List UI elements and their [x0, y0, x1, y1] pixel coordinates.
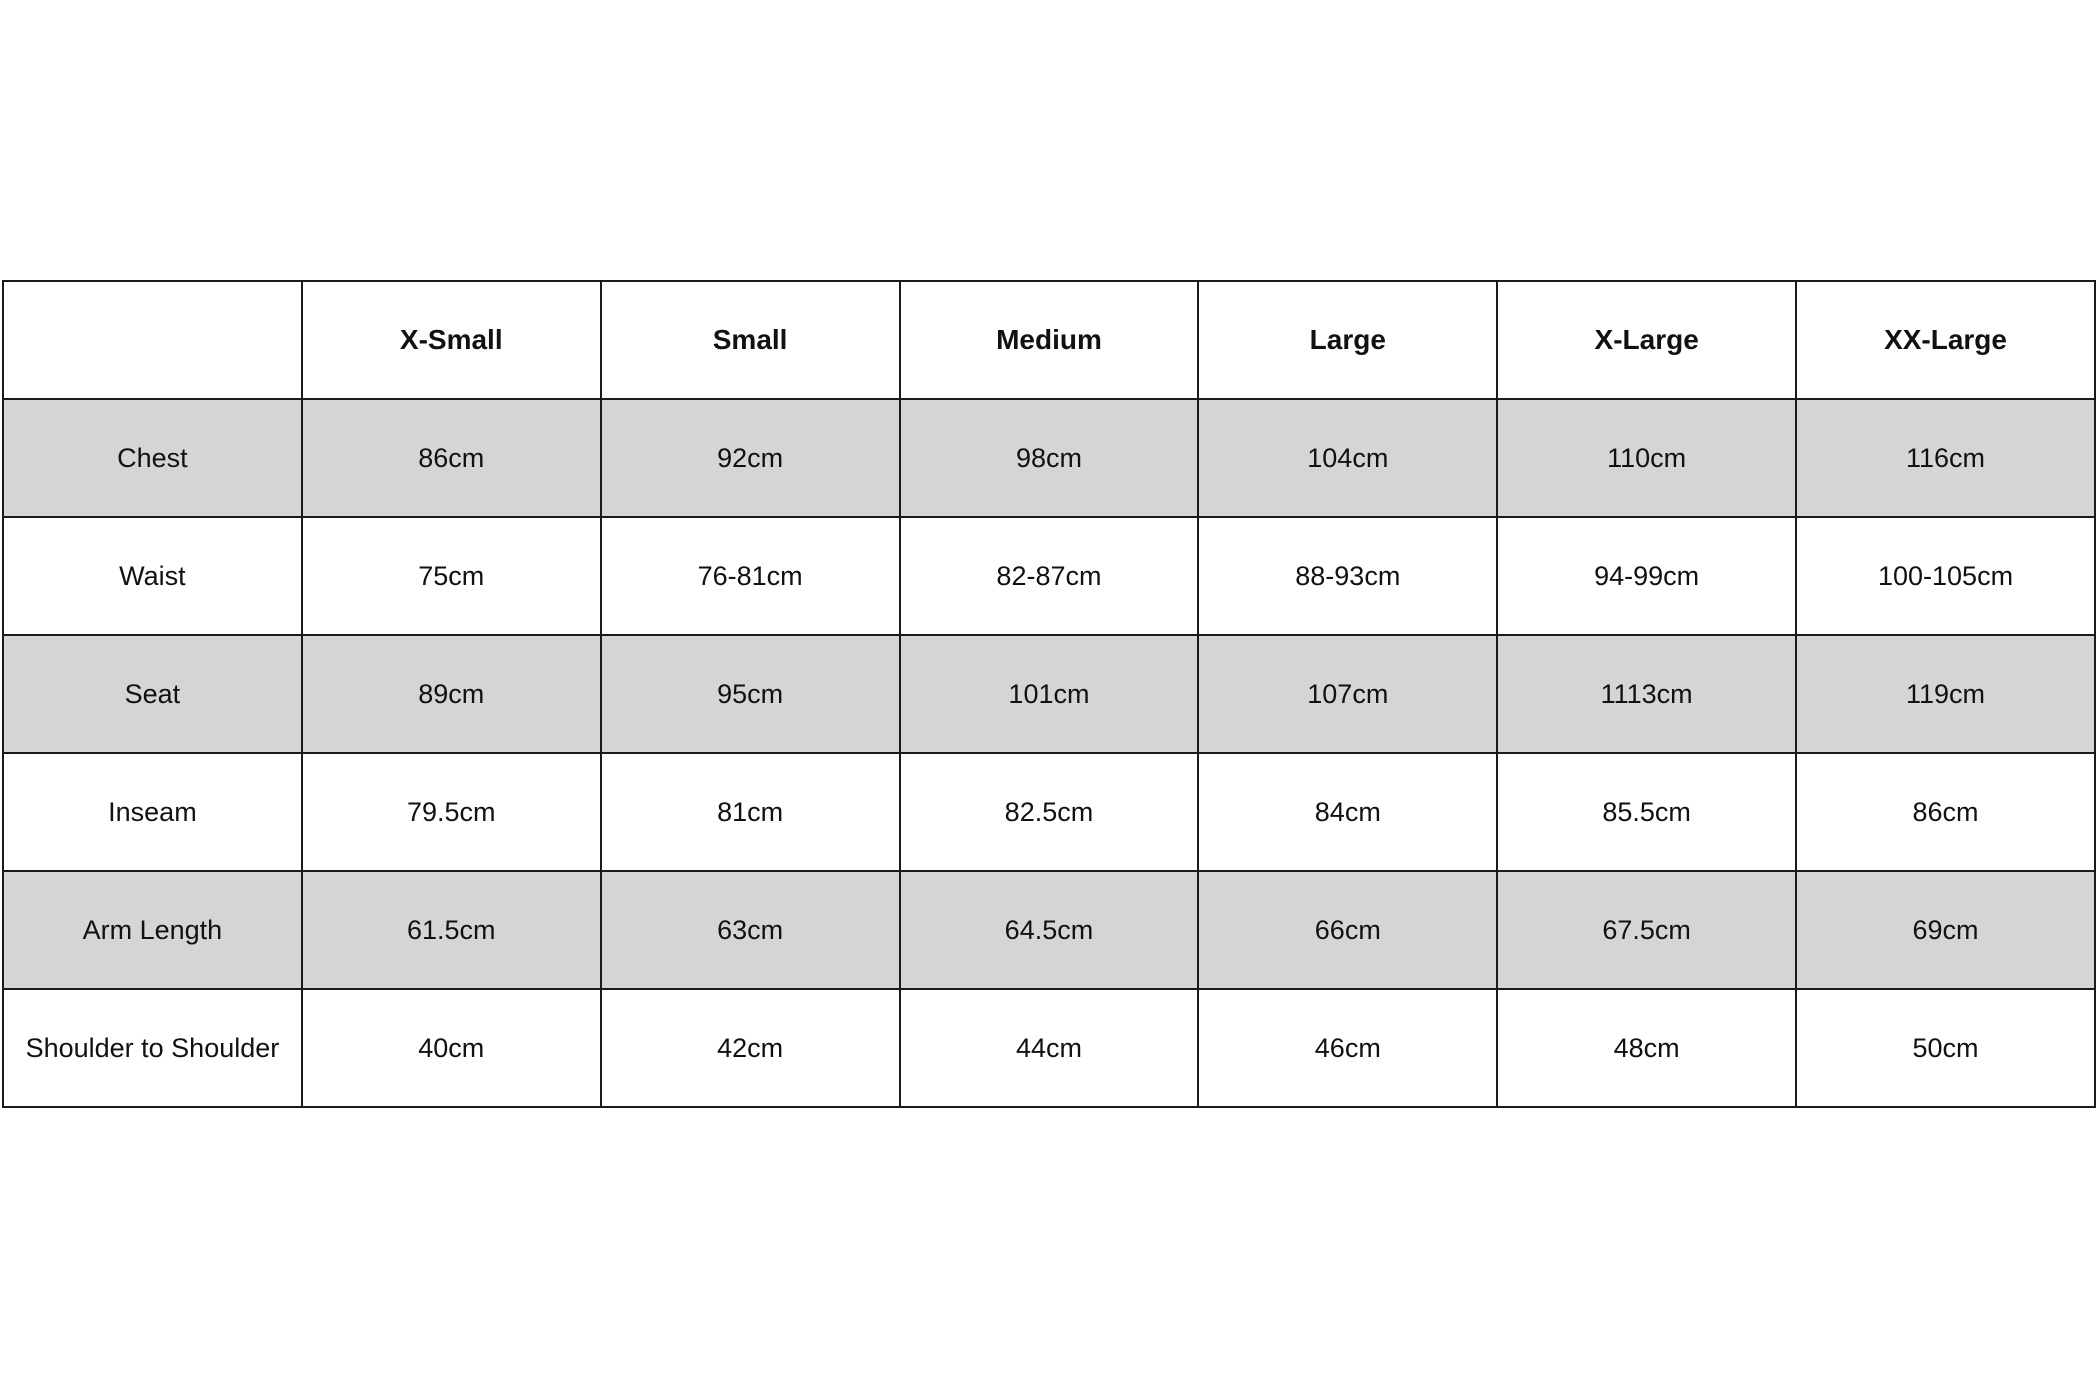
table-cell: 86cm [302, 399, 601, 517]
row-label: Shoulder to Shoulder [3, 989, 302, 1107]
table-cell: 86cm [1796, 753, 2095, 871]
size-chart-body [3, 399, 2095, 1107]
table-cell: 119cm [1796, 635, 2095, 753]
table-cell: 107cm [1198, 635, 1497, 753]
table-cell: 82.5cm [900, 753, 1199, 871]
table-cell: 104cm [1198, 399, 1497, 517]
table-cell: 48cm [1497, 989, 1796, 1107]
table-cell: 110cm [1497, 399, 1796, 517]
table-cell: 1113cm [1497, 635, 1796, 753]
table-cell: 79.5cm [302, 753, 601, 871]
table-cell: 95cm [601, 635, 900, 753]
table-row-chest [3, 399, 2095, 517]
table-row-waist [3, 517, 2095, 635]
table-cell: 101cm [900, 635, 1199, 753]
table-row-seat [3, 635, 2095, 753]
table-cell: 82-87cm [900, 517, 1199, 635]
table-cell: 81cm [601, 753, 900, 871]
row-label: Seat [3, 635, 302, 753]
table-row-shoulder-to-shoulder [3, 989, 2095, 1107]
table-cell: 44cm [900, 989, 1199, 1107]
column-header-large: Large [1198, 281, 1497, 399]
table-cell: 67.5cm [1497, 871, 1796, 989]
table-cell: 63cm [601, 871, 900, 989]
header-row [3, 281, 2095, 399]
table-cell: 61.5cm [302, 871, 601, 989]
column-header-x-small: X-Small [302, 281, 601, 399]
table-cell: 98cm [900, 399, 1199, 517]
column-header-xx-large: XX-Large [1796, 281, 2095, 399]
column-header-small: Small [601, 281, 900, 399]
size-chart-table [2, 280, 2096, 1108]
size-chart-header [3, 281, 2095, 399]
table-cell: 76-81cm [601, 517, 900, 635]
table-cell: 69cm [1796, 871, 2095, 989]
row-label: Chest [3, 399, 302, 517]
table-cell: 88-93cm [1198, 517, 1497, 635]
table-cell: 75cm [302, 517, 601, 635]
table-cell: 100-105cm [1796, 517, 2095, 635]
table-cell: 50cm [1796, 989, 2095, 1107]
table-cell: 66cm [1198, 871, 1497, 989]
table-cell: 46cm [1198, 989, 1497, 1107]
table-cell: 64.5cm [900, 871, 1199, 989]
column-header-x-large: X-Large [1497, 281, 1796, 399]
table-cell: 116cm [1796, 399, 2095, 517]
table-cell: 94-99cm [1497, 517, 1796, 635]
row-label: Inseam [3, 753, 302, 871]
table-cell: 92cm [601, 399, 900, 517]
column-header-medium: Medium [900, 281, 1199, 399]
table-cell: 84cm [1198, 753, 1497, 871]
table-row-arm-length [3, 871, 2095, 989]
corner-cell [3, 281, 302, 399]
table-cell: 40cm [302, 989, 601, 1107]
table-row-inseam [3, 753, 2095, 871]
table-cell: 85.5cm [1497, 753, 1796, 871]
table-cell: 42cm [601, 989, 900, 1107]
row-label: Waist [3, 517, 302, 635]
table-cell: 89cm [302, 635, 601, 753]
row-label: Arm Length [3, 871, 302, 989]
